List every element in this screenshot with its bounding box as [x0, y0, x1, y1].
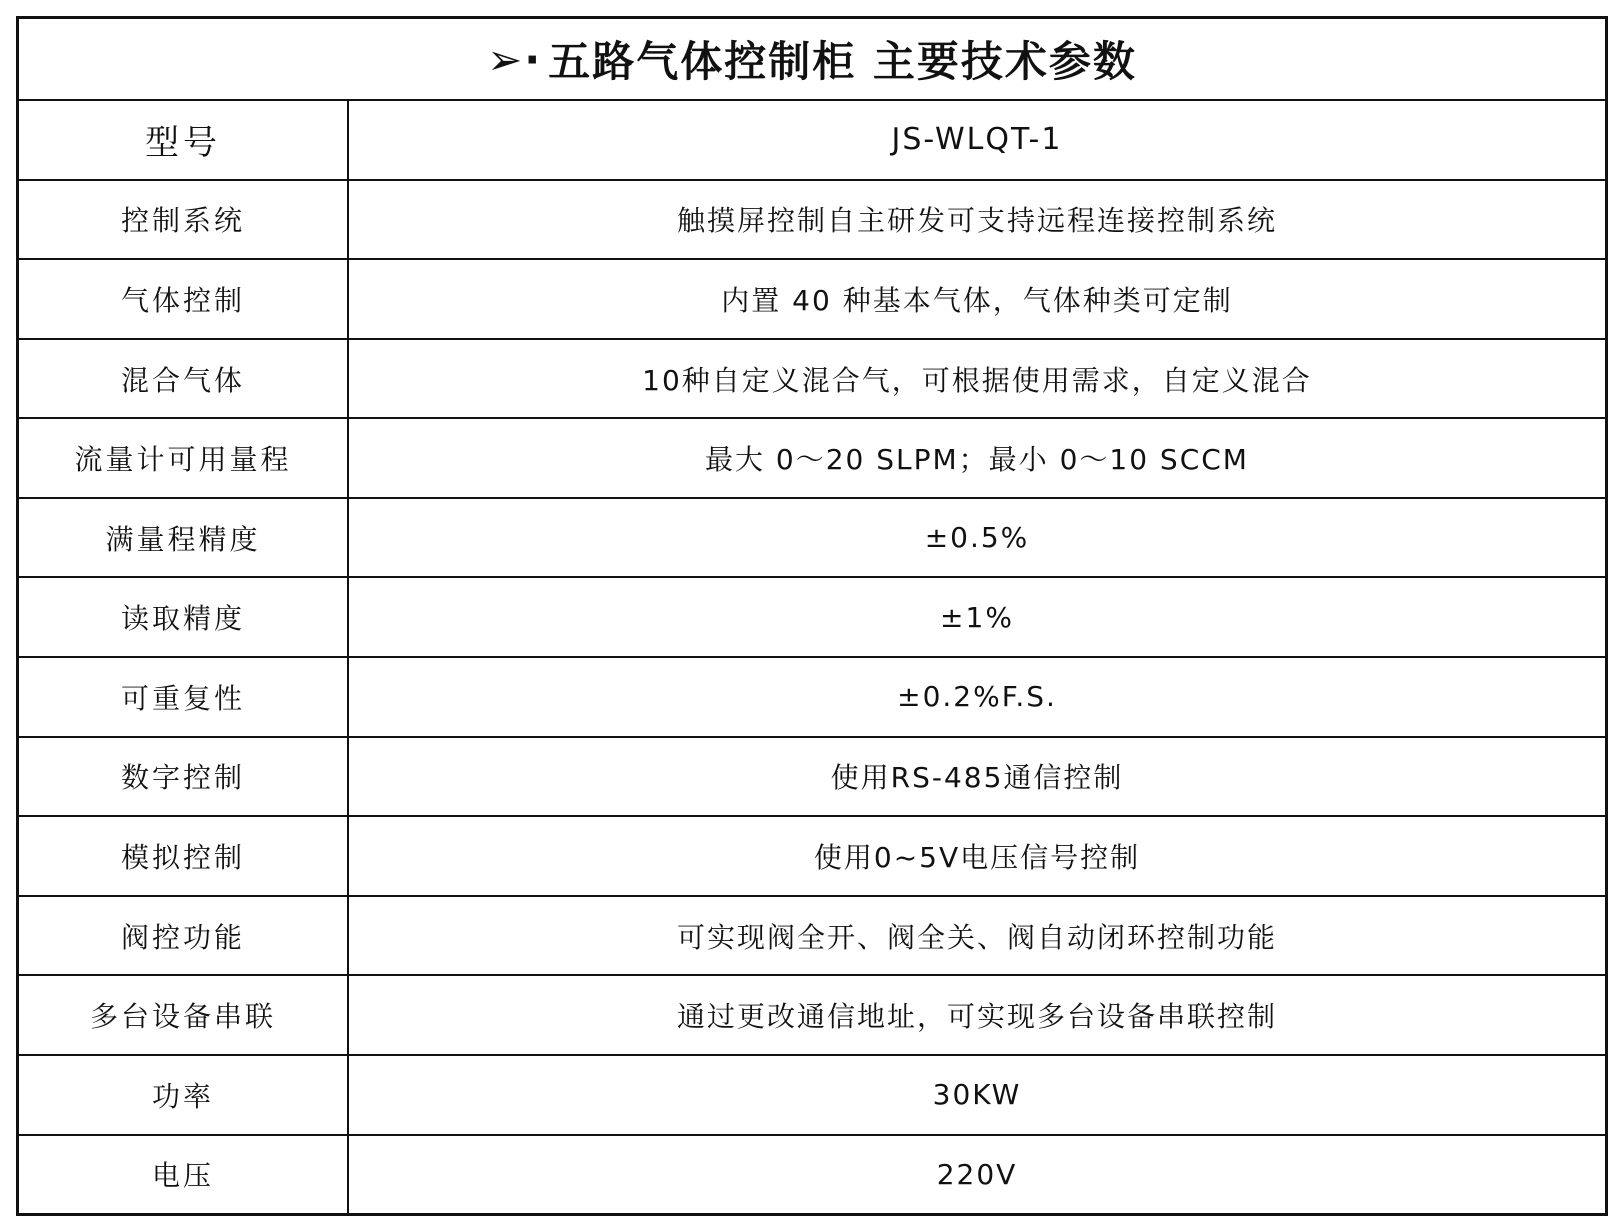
row-label: 满量程精度	[19, 499, 349, 577]
table-row	[19, 1136, 1605, 1214]
row-value: ±0.2%F.S.	[897, 680, 1057, 714]
table-row	[19, 1056, 1605, 1136]
row-value: 使用0~5V电压信号控制	[813, 840, 1141, 874]
row-label: 阀控功能	[19, 897, 349, 975]
row-label: 流量计可用量程	[19, 419, 349, 497]
row-label: 数字控制	[19, 738, 349, 816]
row-value: 使用RS-485通信控制	[830, 761, 1124, 795]
table-title	[19, 19, 1605, 101]
row-label: 读取精度	[19, 578, 349, 656]
row-value: 10种自定义混合气，可根据使用需求，自定义混合	[642, 363, 1312, 397]
table-row	[19, 578, 1605, 658]
row-value: JS-WLQT-1	[891, 122, 1063, 158]
row-value: 通过更改通信地址，可实现多台设备串联控制	[676, 1000, 1277, 1034]
row-label: 多台设备串联	[19, 976, 349, 1054]
table-row	[19, 976, 1605, 1056]
row-label: 气体控制	[19, 260, 349, 338]
row-value: 最大 0～20 SLPM；最小 0～10 SCCM	[705, 443, 1249, 477]
row-value: 内置 40 种基本气体，气体种类可定制	[721, 283, 1233, 317]
row-label: 可重复性	[19, 658, 349, 736]
row-label: 型号	[19, 101, 349, 179]
table-row	[19, 340, 1605, 420]
row-value: ±0.5%	[924, 521, 1030, 555]
row-value: 可实现阀全开、阀全关、阀自动闭环控制功能	[676, 920, 1277, 954]
table-row-model	[19, 101, 1605, 181]
table-row	[19, 658, 1605, 738]
row-value: ±1%	[940, 600, 1014, 634]
table-row	[19, 897, 1605, 977]
table-row	[19, 260, 1605, 340]
row-label: 混合气体	[19, 340, 349, 418]
table-row	[19, 738, 1605, 818]
row-value: 触摸屏控制自主研发可支持远程连接控制系统	[676, 204, 1277, 238]
row-value: 220V	[936, 1157, 1018, 1191]
table-row	[19, 419, 1605, 499]
row-value: 30KW	[932, 1078, 1022, 1112]
table-row	[19, 181, 1605, 261]
row-label: 模拟控制	[19, 817, 349, 895]
row-label: 控制系统	[19, 181, 349, 259]
table-row	[19, 817, 1605, 897]
table-row	[19, 499, 1605, 579]
row-label: 电压	[19, 1136, 349, 1214]
row-label: 功率	[19, 1056, 349, 1134]
spec-table	[16, 16, 1608, 1216]
table-title-text: 五路气体控制柜 主要技术参数	[548, 37, 1137, 86]
arrow-bullet-icon: ➢·	[487, 34, 543, 84]
